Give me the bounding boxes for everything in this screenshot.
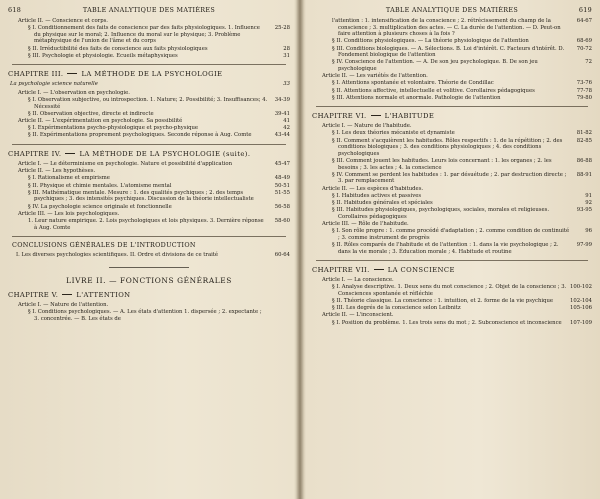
chapter-heading	[312, 266, 592, 274]
toc-entry-text: § II. Rôles comparés de l'habitude et de l'attention : 1. dans la vie psychologique ; 2. dans la vie morale ; 3. Éducation morale ; 4. Habitude et routine	[332, 241, 559, 255]
chapter-title: L'HABITUDE	[384, 112, 435, 121]
toc-entry-page: 50-51	[274, 182, 290, 189]
toc-entry-text: § II. Comment s'acquièrent les habitudes. Rôles respectifs : 1. de la répétition ; 2. des conditions biologiques ; 3. des conditions physiologiques ; 4. des conditions psychologiques	[332, 137, 563, 157]
toc-entry-text: § III. Mathématique mentale. Mesure : 1. des qualités psychiques ; 2. des temps psychiques ; 3. des intensités psychiques. Discussion de la théorie intellectualiste	[28, 189, 254, 203]
toc-entry	[8, 118, 290, 125]
toc-entry	[312, 18, 592, 38]
toc-entry	[8, 175, 290, 182]
toc-entry-text: § III. Attentions normale et anormale. Pathologie de l'attention	[332, 94, 501, 101]
toc-entry-text: § II. Conditions physiologiques. — La théorie physiologique de l'attention	[332, 38, 529, 45]
toc-entry	[8, 25, 290, 45]
chapter-heading	[8, 150, 290, 158]
toc-entry-text: Article I. — La conscience.	[322, 277, 394, 284]
right-page-body	[312, 18, 592, 326]
chapter-dash	[67, 73, 77, 74]
chapter-subtitle	[8, 81, 290, 88]
toc-entry-text: § III. Les degrés de la conscience selon Leibnitz	[332, 305, 461, 312]
chapter-dash	[65, 153, 75, 154]
toc-entry	[8, 211, 290, 218]
toc-entry	[312, 88, 592, 95]
toc-entry	[312, 80, 592, 87]
toc-entry	[8, 302, 290, 309]
toc-entry-page: 56-58	[274, 203, 290, 210]
toc-entry-page: 93-95	[576, 207, 592, 214]
toc-entry-page: 91	[585, 192, 592, 199]
toc-entry	[312, 130, 592, 137]
toc-entry	[312, 38, 592, 45]
toc-entry	[312, 59, 592, 72]
toc-entry-page: 43-44	[274, 132, 290, 139]
toc-entry-text: Article II. — Les hypothèses.	[18, 168, 96, 175]
section-rule	[109, 267, 189, 268]
toc-entry	[312, 46, 592, 59]
toc-entry	[8, 53, 290, 60]
book-part-heading: LIVRE II. — FONCTIONS GÉNÉRALES	[66, 275, 232, 285]
toc-entry	[8, 204, 290, 211]
toc-entry-text: § IV. Conscience de l'attention. — A. De son jeu psychologique. B. De son jeu psychologique	[332, 59, 538, 72]
toc-entry	[8, 97, 290, 110]
running-head-right	[312, 6, 592, 18]
toc-entry-text: § I. Conditionnement des faits de conscience par des faits physiologiques. 1. Influence du physique sur le moral; 2. Influence du moral sur le physique; 3. Problème métaphysique de l'union de l'âme et du corps	[28, 25, 260, 45]
toc-entry-text: § II. Théorie classique. La conscience : 1. intuition, et 2. forme de la vie psychique	[332, 298, 553, 305]
section-rule	[316, 106, 588, 107]
page-number-left: 618	[8, 6, 22, 14]
toc-entry-text: § II. Attentions affective, intellectuelle et volitive. Corollaires pédagogiques	[332, 87, 535, 94]
toc-entry	[312, 207, 592, 220]
toc-entry-text: Article I. — Le déterminisme en psychologie. Nature et possibilité d'application	[18, 161, 232, 168]
toc-entry-text: § I. Rationalisme et empirisme	[28, 175, 110, 182]
toc-entry-page: 51-55	[274, 189, 290, 196]
toc-entry	[312, 186, 592, 193]
chapter-label: CHAPITRE IV.	[8, 150, 62, 159]
toc-entry-page: 86-88	[576, 158, 592, 165]
toc-entry-page: 77-78	[576, 87, 592, 94]
toc-entry-text: § I. Observation subjective, ou introspection. 1. Nature; 2. Possibilité; 3. Insuffisances; 4. Nécessité	[28, 97, 268, 110]
toc-entry-page: 82-85	[576, 137, 592, 144]
toc-entry-page: 96	[585, 228, 592, 235]
toc-entry	[312, 312, 592, 319]
toc-entry	[8, 18, 290, 25]
toc-entry-text: 1. Leur nature empirique. 2. Lois psychologiques et lois physiques. 3. Dernière réponse à Aug. Comte	[28, 217, 264, 231]
chapter-heading	[312, 112, 592, 120]
toc-entry-text: Article II. — Les espèces d'habitudes.	[322, 185, 424, 192]
toc-entry-text: Article I. — Nature de l'attention.	[18, 301, 109, 308]
toc-entry	[8, 46, 290, 53]
toc-entry-text: Article II. — L'expérimentation en psychologie. Sa possibilité	[18, 118, 183, 125]
toc-entry	[8, 183, 290, 190]
chapter-title: LA CONSCIENCE	[387, 266, 455, 275]
toc-entry-text: § I. Habitudes actives et passives	[332, 192, 422, 199]
toc-entry-text: Article III. — Rôle de l'habitude.	[322, 220, 409, 227]
toc-entry-page: 100-102	[569, 284, 592, 291]
toc-entry-text: § II. Physique et chimie mentales. L'atomisme mental	[28, 182, 172, 189]
running-head-title-right: TABLE ANALYTIQUE DES MATIÈRES	[385, 6, 519, 14]
toc-entry-text: Article II. — L'inconscient.	[322, 312, 394, 319]
toc-entry	[312, 138, 592, 158]
section-rule	[12, 64, 286, 65]
toc-entry	[8, 125, 290, 132]
chapter-title: LA MÉTHODE DE LA PSYCHOLOGIE (suite).	[79, 150, 251, 159]
toc-entry-page: 79-80	[576, 94, 592, 101]
toc-entry-text: § IV. Comment se perdent les habitudes : 1. par désuétude ; 2. par destruction directe ; 3. par remplacement	[332, 171, 567, 185]
running-head-left	[8, 6, 290, 18]
toc-entry-page: 73-76	[576, 80, 592, 87]
left-page-body	[8, 18, 290, 322]
toc-entry	[312, 242, 592, 255]
toc-entry-page: 107-109	[569, 319, 592, 326]
toc-entry-page: 42	[283, 125, 290, 132]
toc-entry	[312, 305, 592, 312]
toc-entry	[312, 298, 592, 305]
toc-entry	[312, 200, 592, 207]
section-rule	[316, 260, 588, 261]
toc-entry-page: 102-104	[569, 298, 592, 305]
chapter-subtitle-page: 33	[283, 81, 290, 88]
toc-entry	[312, 221, 592, 228]
chapter-heading	[8, 291, 290, 299]
book-gutter	[296, 0, 304, 499]
toc-entry-text: § I. Position du problème. 1. Les trois sens du mot ; 2. Subconscience et inconscience	[332, 319, 562, 326]
toc-entry-page: 34-39	[274, 97, 290, 104]
toc-entry	[8, 309, 290, 322]
section-rule	[12, 144, 286, 145]
toc-entry-text: § II. Irréductibilité des faits de conscience aux faits physiologiques	[28, 45, 208, 52]
toc-entry-text: § III. Comment jouent les habitudes. Leurs lois concernant : 1. les organes ; 2. les besoins ; 3. les actes ; 4. la conscience	[332, 158, 552, 171]
toc-entry	[8, 111, 290, 118]
section-rule	[12, 236, 286, 237]
toc-entry-page: 41	[283, 118, 290, 125]
chapter-title: L'ATTENTION	[76, 290, 131, 299]
toc-entry-page: 45-47	[274, 161, 290, 168]
toc-entry-text: § I. Les deux théories mécaniste et dynamiste	[332, 130, 455, 137]
toc-entry-page: 88-91	[576, 171, 592, 178]
chapter-subtitle-text: La psychologie science naturelle	[10, 81, 98, 88]
toc-entry-page: 28	[283, 45, 290, 52]
toc-entry	[8, 190, 290, 203]
toc-entry-text: § I. Son rôle propre : 1. comme procédé d'adaptation ; 2. comme condition de continuité ; 3. comme instrument de progrès	[332, 228, 570, 241]
toc-entry-text: Article III. — Les lois psychologiques.	[18, 210, 120, 217]
toc-entry	[312, 320, 592, 327]
toc-entry	[8, 168, 290, 175]
chapter-dash	[62, 294, 72, 295]
toc-entry-text: § IV. La psychologie science originale et fonctionnelle	[28, 203, 172, 210]
toc-entry	[8, 161, 290, 168]
toc-entry-text: § I. Expérimentations psycho-physiologique et psycho-physique	[28, 125, 199, 132]
toc-entry-text: Article II. — Conscience et corps.	[18, 18, 108, 24]
chapter-dash	[374, 269, 384, 270]
toc-entry-text: § II. Observation objective, directe et indirecte	[28, 110, 154, 117]
toc-entry-text: Article I. — Nature de l'habitude.	[322, 123, 412, 130]
toc-entry-text: Article I. — L'observation en psychologie.	[18, 89, 130, 96]
toc-entry	[8, 132, 290, 139]
toc-entry	[8, 90, 290, 97]
toc-entry	[312, 95, 592, 102]
toc-entry	[312, 228, 592, 241]
toc-entry-page: 70-72	[576, 45, 592, 52]
toc-entry-text: § II. Habitudes générales et spéciales	[332, 199, 433, 206]
toc-entry-page: 68-69	[576, 38, 592, 45]
running-head-title-left: TABLE ANALYTIQUE DES MATIÈRES	[82, 6, 216, 14]
toc-entry-page: 64-67	[576, 18, 592, 24]
toc-entry-text: § I. Analyse descriptive. 1. Deux sens du mot conscience ; 2. Objet de la conscience ; 3. Consciences spontanée et réfléchie	[332, 284, 567, 297]
toc-entry-text: I. Les diverses psychologies scientifiques. II. Ordre et divisions de ce traité	[16, 252, 219, 259]
toc-entry-page: 81-82	[576, 130, 592, 137]
toc-entry-page: 60-64	[274, 252, 290, 259]
toc-entry-text: § I. Conditions psychologiques. — A. Les états d'attention 1. dispersée ; 2. expectante ; 3. concentrée. — B. Les états de	[28, 308, 262, 322]
toc-entry	[312, 73, 592, 80]
chapter-title: LA MÉTHODE DE LA PSYCHOLOGIE	[81, 70, 223, 79]
chapter-label: CHAPITRE VII.	[312, 266, 370, 275]
toc-entry	[312, 123, 592, 130]
toc-entry-text: § II. Expérimentations proprement psychologiques. Seconde réponse à Aug. Comte	[28, 132, 252, 139]
toc-entry-text: § I. Attentions spontanée et volontaire. Théorie de Condillac	[332, 80, 494, 87]
right-page	[300, 0, 600, 499]
toc-entry-page: 105-106	[569, 305, 592, 312]
toc-entry-page: 39-41	[274, 110, 290, 117]
chapter-label: CHAPITRE VI.	[312, 112, 367, 121]
chapter-label: CHAPITRE V.	[8, 290, 59, 299]
toc-entry-page: 58-60	[274, 217, 290, 224]
toc-entry-text: § III. Habitudes physiologiques, psychologiques, sociales, morales et religieuses. Corollaires pédagogiques	[332, 207, 550, 220]
toc-entry	[312, 172, 592, 185]
toc-entry-page: 48-49	[274, 175, 290, 182]
page-number-right: 619	[578, 6, 592, 14]
toc-entry-page: 72	[585, 59, 592, 66]
chapter-heading	[8, 70, 290, 78]
toc-entry	[312, 193, 592, 200]
chapter-dash	[371, 115, 381, 116]
toc-entry-page: 92	[585, 199, 592, 206]
toc-entry	[312, 158, 592, 171]
toc-entry-text: Article II. — Les variétés de l'attention.	[322, 73, 428, 80]
toc-entry-text: § III. Psychologie et physiologie. Ecueils métaphysiques	[28, 52, 178, 59]
toc-entry	[8, 252, 290, 259]
toc-entry-page: 31	[283, 52, 290, 59]
conclusions-heading: CONCLUSIONS GÉNÉRALES DE L'INTRODUCTION	[12, 241, 196, 250]
toc-entry-page: 97-99	[576, 241, 592, 248]
toc-entry	[312, 284, 592, 297]
chapter-label: CHAPITRE III.	[8, 70, 64, 79]
toc-entry	[8, 218, 290, 231]
toc-entry	[312, 277, 592, 284]
toc-entry-text: l'attention : 1. intensification de la conscience ; 2. rétrécissement du champ de la conscience ; 3. multiplication des actes. — C. La durée de l'attention. — D. Peut-on faire attention à plusieurs choses à la fois ?	[332, 18, 561, 38]
toc-entry-page: 25-28	[274, 25, 290, 32]
toc-entry-text: § III. Conditions biologiques. — A. Sélections. B. Loi d'intérêt. C. Facteurs d'intérêt. D. Fondement biologique de l'attention	[332, 45, 565, 59]
